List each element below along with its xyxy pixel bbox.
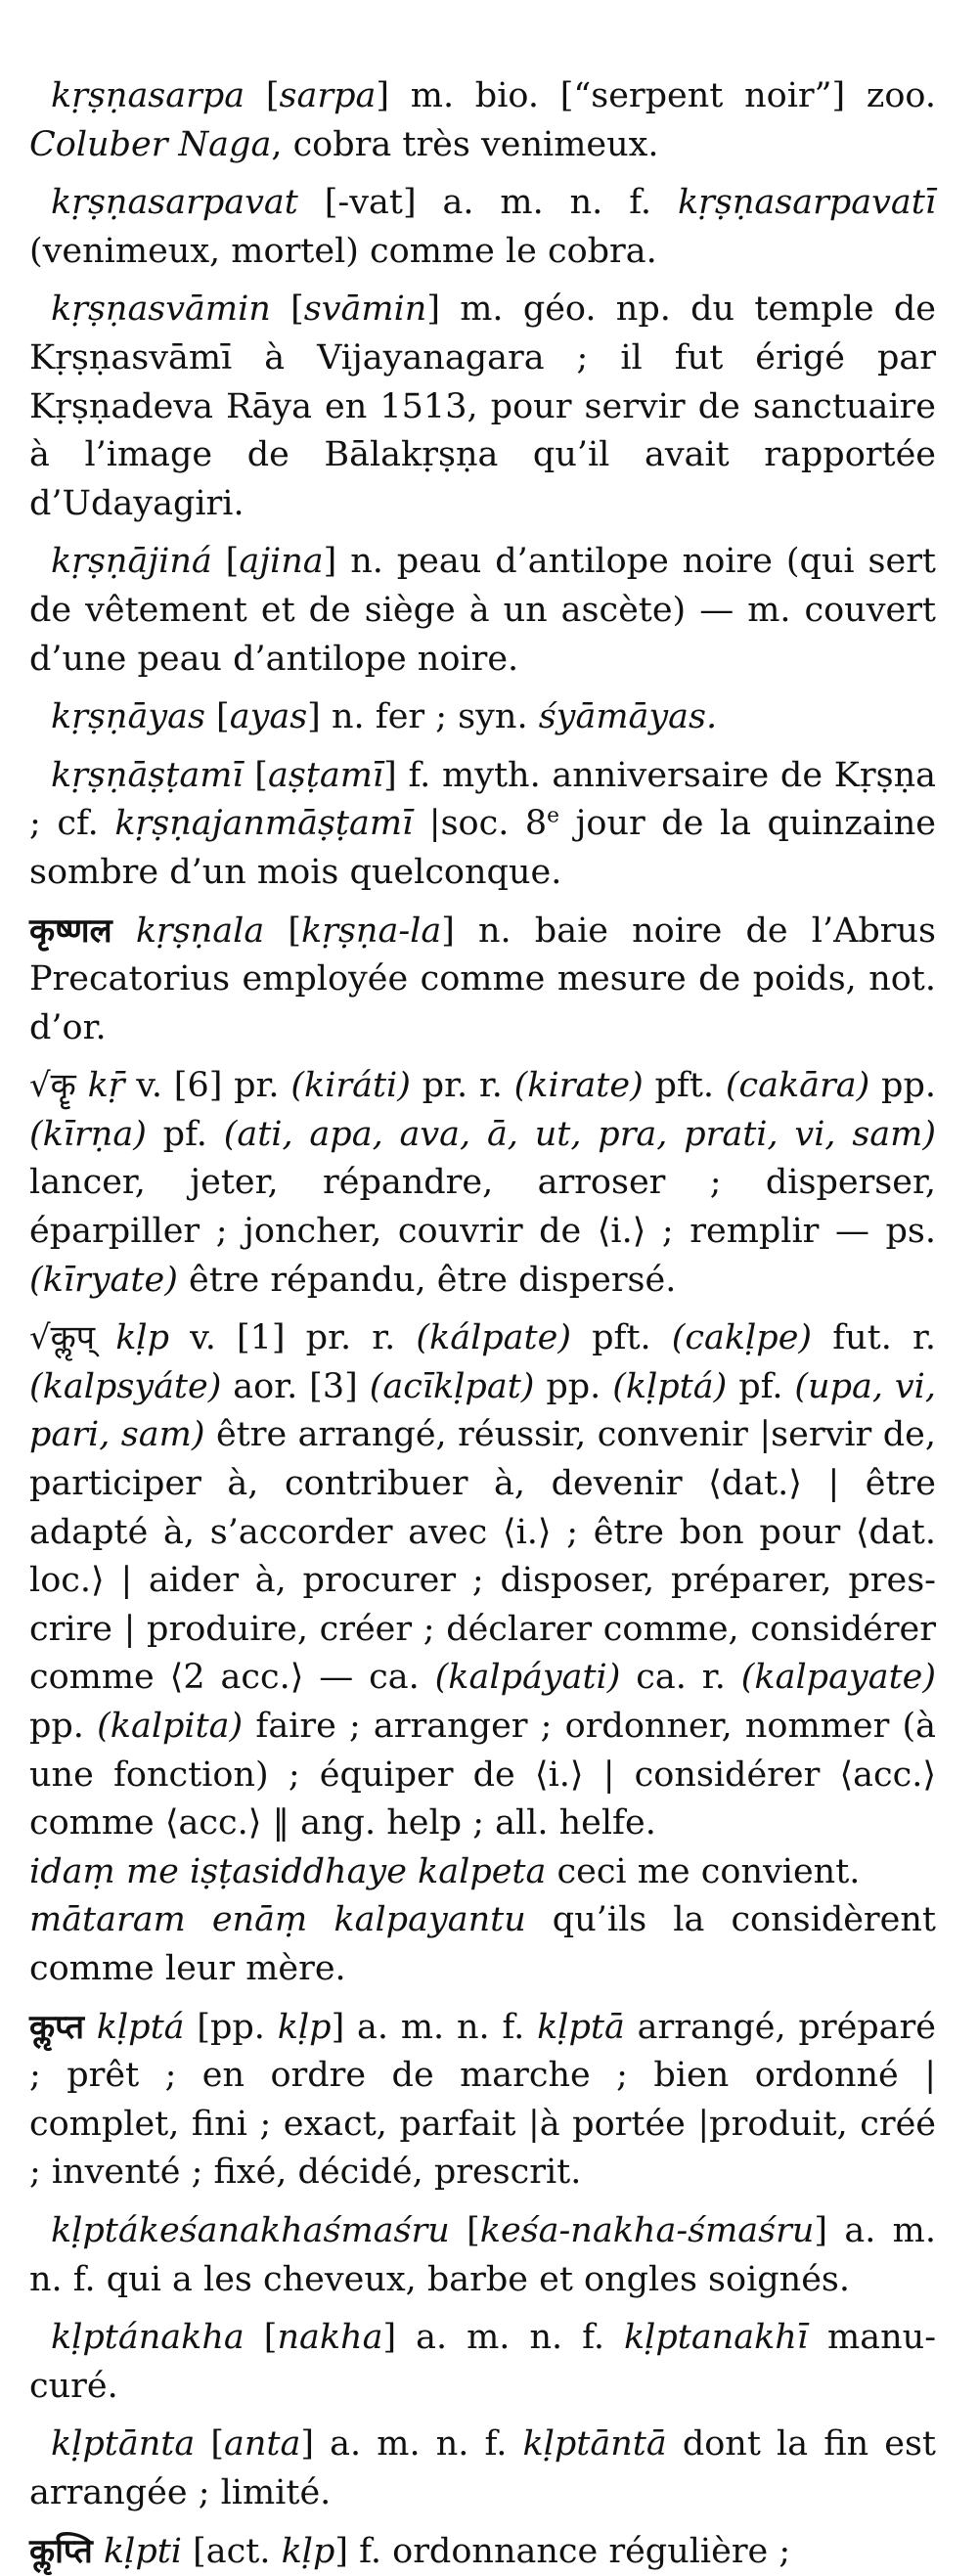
entry-text: fut. r.: [812, 1318, 936, 1357]
entry-text: [: [195, 2424, 224, 2464]
entry-text: pf.: [727, 1367, 794, 1406]
entry-text: pp.: [29, 1707, 97, 1746]
devanagari-headword: कॢप्ति: [29, 2532, 93, 2571]
root-headword: √कॄ: [29, 1066, 76, 1105]
italic-term: (kīryate): [29, 1261, 178, 1300]
entry-text: ] a. m. n. f.: [382, 2318, 623, 2357]
italic-term: (kīrṇa): [29, 1115, 147, 1154]
entry-text: arrangé, préparé ; prêt ; en ordre de marche ; bien ordonné | complet, fini ; exact, parfait |à portée |produit, créé ; inventé ; fixé, décidé, prescrit.: [29, 2008, 936, 2193]
dictionary-entry-krsnala: [29, 908, 936, 1053]
dictionary-entry-krsnasvamin: [29, 286, 936, 528]
italic-term: kṛṣṇala: [136, 911, 264, 951]
italic-term: kṛṣṇājiná: [51, 542, 212, 581]
entry-text: [112, 911, 136, 951]
entry-text: pr. r.: [411, 1066, 514, 1105]
italic-term: kḷptánakha: [51, 2318, 245, 2357]
dictionary-entry-klptanakha: [29, 2314, 936, 2411]
entry-text: ] f. myth. anniversaire de Kṛṣṇa ; cf.: [29, 756, 936, 844]
italic-term: ayas: [230, 697, 307, 736]
italic-term: (ati, apa, ava, ā, ut, pra, prati, vi, sam): [224, 1115, 936, 1154]
entry-text: [act.: [182, 2532, 282, 2571]
dictionary-entry-klpta: [29, 2004, 936, 2198]
italic-term: kṛṣṇa-la: [301, 911, 441, 951]
italic-term: kḷptákeśanakhaśmaśru: [51, 2211, 450, 2250]
dictionary-entry-krsnayas: [29, 693, 936, 742]
italic-term: kṛṣṇasarpavatī: [678, 183, 936, 222]
italic-term: ajina: [239, 542, 323, 581]
entry-text: ] a. m. n. f.: [300, 2424, 522, 2464]
entry-text: v. [6] pr.: [125, 1066, 291, 1105]
entry-text: pft.: [644, 1066, 726, 1105]
dictionary-entry-klpti: [29, 2528, 936, 2576]
italic-term: (kálpate): [416, 1318, 571, 1357]
italic-term: kṛṣṇajanmāṣṭamī: [114, 804, 413, 843]
entry-text: être arrangé, réussir, convenir |servir de, participer à, contribuer à, devenir ⟨dat.⟩ | être adapté à, s’accorder avec ⟨i.⟩ ; être bon pour ⟨dat. loc.⟩ | aider à, procurer ; disposer, préparer, prescrire | produire, créer ; déclarer comme, considérer comme ⟨2 acc.⟩ — ca.: [29, 1415, 936, 1697]
entry-text: [: [245, 76, 279, 115]
dictionary-entry-klp-ex1: [29, 1848, 936, 1897]
entry-text: ] a. m. n. f. qui a les cheveux, barbe et ongles soignés.: [29, 2211, 936, 2299]
entry-text: lancer, jeter, répandre, arroser ; disperser, éparpiller ; joncher, couvrir de ⟨i.⟩ ; remplir — ps.: [29, 1163, 936, 1251]
italic-term: kḷptanakhī: [624, 2318, 808, 2357]
italic-term: kḷp: [115, 1318, 169, 1357]
entry-text: ] m. géo. np. du temple de Kṛṣṇasvāmī à Vijayanagara ; il fut érigé par Kṛṣṇadeva Rāya en 1513, pour servir de sanctuaire à l’image de Bālakṛṣṇa qu’il avait rapportée d’Udayagiri.: [29, 289, 936, 522]
entry-text: [: [245, 2318, 278, 2357]
entry-text: ceci me convient.: [546, 1852, 860, 1891]
dictionary-entry-klptakesa: [29, 2207, 936, 2304]
entry-text: [: [244, 756, 268, 795]
entry-text: |soc. 8: [413, 804, 547, 843]
italic-term: anta: [224, 2424, 300, 2464]
entry-text: être répandu, être dispersé.: [178, 1261, 676, 1300]
entry-text: [95, 1318, 115, 1357]
dictionary-entry-krsnastami: [29, 752, 936, 898]
italic-term: nakha: [277, 2318, 382, 2357]
entry-text: pp.: [869, 1066, 936, 1105]
entry-text: ] f. ordonnance régulière ;: [334, 2532, 790, 2571]
italic-term: idaṃ me iṣṭasiddhaye kalpeta: [29, 1852, 546, 1891]
dictionary-entry-klptanta: [29, 2421, 936, 2517]
dictionary-entry-krsnajina: [29, 538, 936, 684]
italic-term: (cakḷpe): [672, 1318, 812, 1357]
italic-term: kṛṣṇasvāmin: [51, 289, 271, 329]
italic-term: kḷp: [282, 2532, 335, 2571]
devanagari-headword: कृष्णल: [29, 911, 112, 951]
italic-term: kṝ: [88, 1066, 125, 1105]
italic-term: kḷptā: [537, 2008, 625, 2047]
entry-text: jour de la quinzaine sombre d’un mois quelconque.: [29, 804, 936, 892]
entry-text: [84, 2008, 97, 2047]
italic-term: sarpa: [280, 76, 377, 115]
dictionary-entry-klp: [29, 1314, 936, 1848]
italic-term: kṛṣṇāṣṭamī: [51, 756, 244, 795]
entry-text: [: [212, 542, 240, 581]
italic-term: kḷptānta: [51, 2424, 195, 2464]
italic-term: (acīkḷpat): [370, 1367, 535, 1406]
italic-term: kḷptāntā: [522, 2424, 666, 2464]
entry-text: faire ; arranger ; ordonner, nommer (à une fonction) ; équiper de ⟨i.⟩ | considérer ⟨acc.⟩ comme ⟨acc.⟩ ‖ ang. help ; all. helfe.: [29, 1707, 936, 1843]
italic-term: (kalpayate): [741, 1658, 936, 1697]
italic-term: (upa, vi, pari, sam): [29, 1367, 936, 1455]
entry-text: , cobra très venimeux.: [271, 125, 658, 164]
devanagari-headword: कॢप्त: [29, 2008, 84, 2047]
italic-term: (kirate): [514, 1066, 644, 1105]
entry-text: pp.: [534, 1367, 612, 1406]
entry-text: aor. [3]: [221, 1367, 369, 1406]
entry-text: [: [264, 911, 301, 951]
entry-text: pf.: [147, 1115, 224, 1154]
entry-text: [: [271, 289, 304, 329]
italic-term: kṛṣṇasarpavat: [51, 183, 298, 222]
italic-term: kṛṣṇāyas: [51, 697, 205, 736]
entry-text: dont la fin est arrangée ; limité.: [29, 2424, 936, 2512]
entry-text: [: [205, 697, 230, 736]
italic-term: svāmin: [304, 289, 427, 329]
italic-term: (cakāra): [726, 1066, 869, 1105]
italic-term: kḷpti: [104, 2532, 182, 2571]
italic-term: aṣṭamī: [268, 756, 383, 795]
italic-term: (kḷptá): [612, 1367, 727, 1406]
dictionary-entry-kr: [29, 1062, 936, 1305]
italic-term: keśa-nakha-śmaśru: [480, 2211, 815, 2250]
root-headword: √कॢप्: [29, 1318, 95, 1357]
italic-term: (kiráti): [290, 1066, 411, 1105]
entry-text: (venimeux, mortel) comme le cobra.: [29, 232, 657, 271]
superscript: e: [547, 804, 559, 828]
italic-term: (kalpsyáte): [29, 1367, 221, 1406]
dictionary-entry-klp-ex2: [29, 1896, 936, 1993]
italic-term: mātaram enāṃ kalpayantu: [29, 1900, 526, 1939]
entry-text: [-vat] a. m. n. f.: [298, 183, 678, 222]
italic-term: kḷp: [278, 2008, 332, 2047]
entry-text: ] n. baie noire de l’Abrus Precatorius employée comme mesure de poids, not. d’or.: [29, 911, 936, 1047]
entry-text: ] n. peau d’antilope noire (qui sert de vêtement et de siège à un ascète) — m. couvert d’une peau d’antilope noire.: [29, 542, 936, 678]
entry-text: ] n. fer ; syn.: [307, 697, 539, 736]
dictionary-entry-krsnasarpavat: [29, 179, 936, 276]
entry-text: ca. r.: [620, 1658, 740, 1697]
entry-text: [93, 2532, 104, 2571]
entry-text: qu’ils la considèrent comme leur mère.: [29, 1900, 936, 1988]
italic-term: śyāmāyas.: [539, 697, 717, 736]
entry-text: v. [1] pr. r.: [169, 1318, 416, 1357]
dictionary-entry-krsnasarpa: [29, 72, 936, 169]
entry-text: [76, 1066, 88, 1105]
entry-text: [: [450, 2211, 480, 2250]
italic-term: kḷptá: [97, 2008, 185, 2047]
entry-text: manucuré.: [29, 2318, 936, 2406]
entry-text: [pp.: [185, 2008, 278, 2047]
italic-term: (kalpáyati): [435, 1658, 621, 1697]
entry-text: ] a. m. n. f.: [332, 2008, 538, 2047]
entry-text: ] m. bio. [“serpent noir”] zoo.: [376, 76, 936, 115]
italic-term: kṛṣṇasarpa: [51, 76, 245, 115]
italic-term: (kalpita): [97, 1707, 243, 1746]
italic-term: Coluber Naga: [29, 125, 271, 164]
entry-text: pft.: [571, 1318, 672, 1357]
